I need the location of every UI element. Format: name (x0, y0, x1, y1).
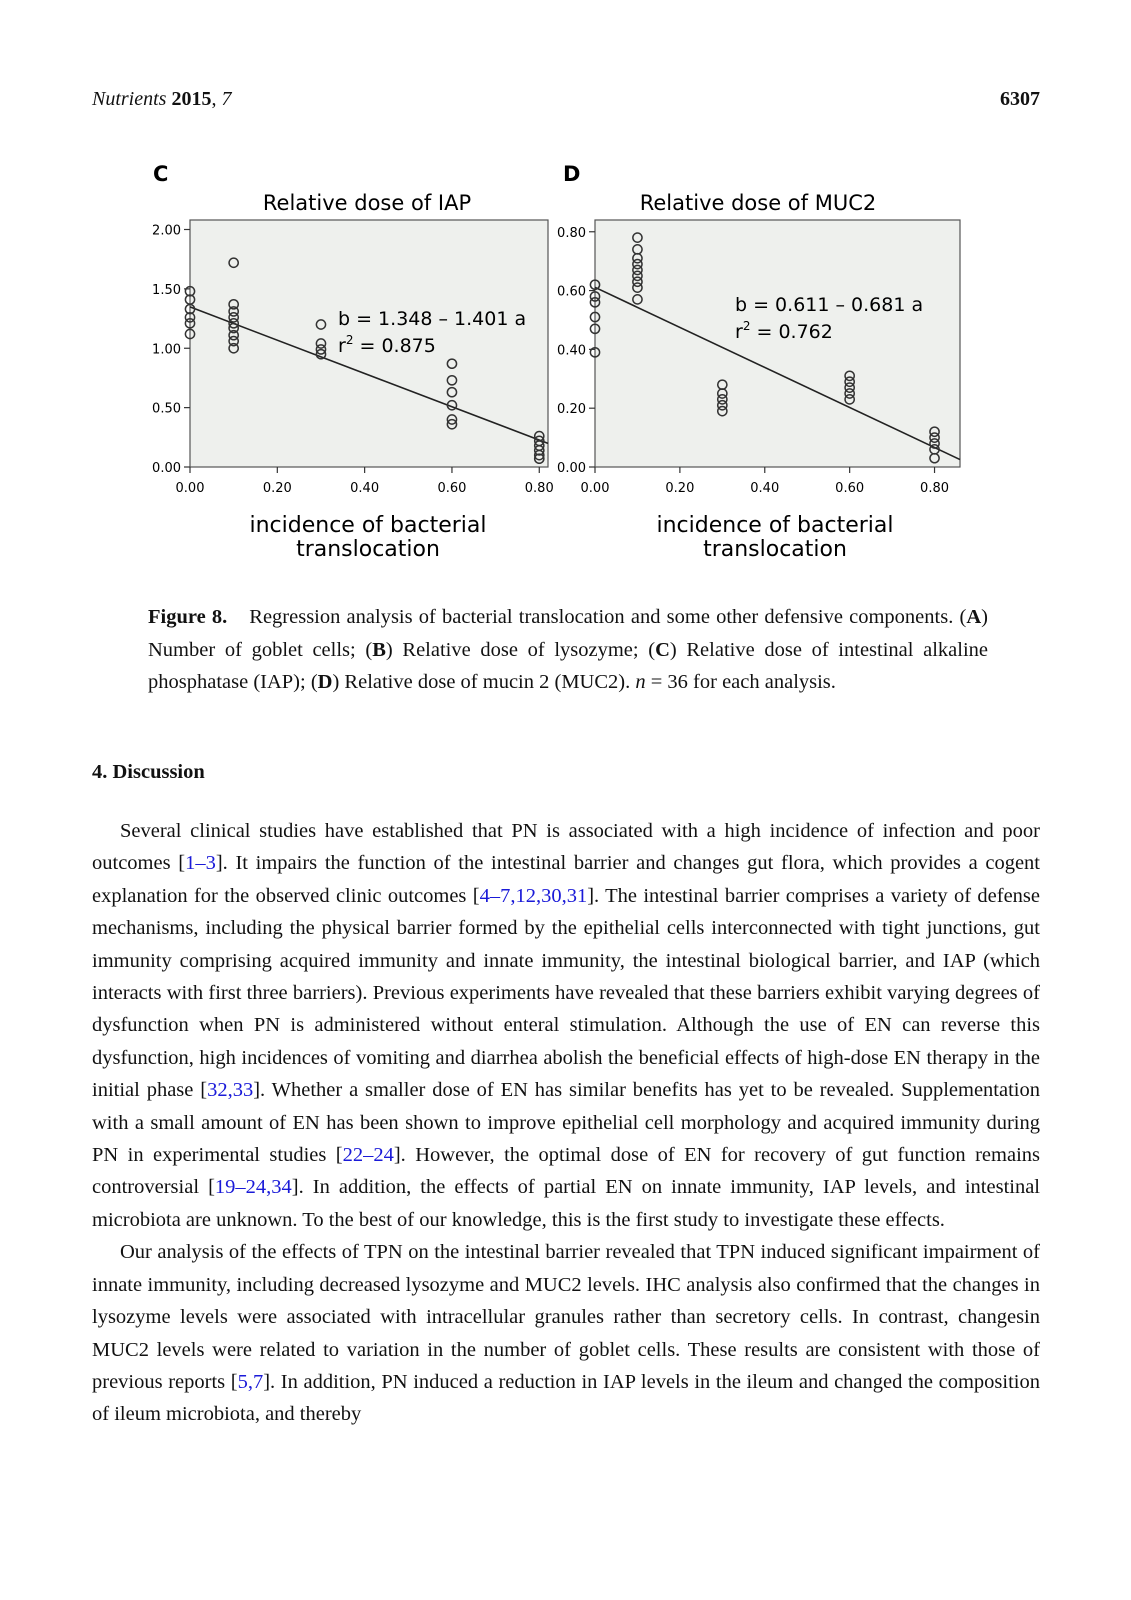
panel-d-equation: b = 0.611 – 0.681 a (735, 294, 924, 316)
p1-text-1: Several clinical studies have established that PN is associated with a high incidence of infection and poor outcomes [ (92, 820, 1040, 875)
panel-d-r2-sup: 2 (742, 319, 751, 333)
caption-panel-d: D (317, 671, 333, 693)
panel-d-ytick-label: 0.40 (557, 343, 586, 359)
caption-text-6: = 36 for each analysis. (645, 671, 836, 693)
panel-c-ytick-label: 0.00 (152, 461, 181, 476)
panel-d-ytick-label: 0.80 (557, 225, 586, 241)
citation-link[interactable]: 1–3 (185, 852, 216, 875)
caption-n: n (635, 671, 646, 693)
panel-d-xtick-label: 0.80 (920, 481, 950, 496)
panel-c-xlabel-line2: translocation (296, 537, 440, 562)
panel-d-xtick-label: 0.40 (750, 481, 780, 496)
p1-text-2: ]. It impairs the function of the intestinal barrier and changes gut flora, which provides a cogent explanation for the observed clinic outcomes [ (92, 852, 1040, 907)
citation-link[interactable]: 19–24,34 (214, 1176, 292, 1199)
figure-8 (135, 155, 995, 575)
paragraph-1 (92, 815, 1040, 1236)
caption-text-5: ) Relative dose of mucin 2 (MUC2). (332, 671, 636, 693)
panel-c-ytick-label: 1.00 (152, 342, 181, 358)
panel-c-label: C (153, 162, 169, 186)
panel-d-xlabel-line1: incidence of bacterial (656, 513, 894, 538)
p1-text-3: ]. The intestinal barrier comprises a variety of defense mechanisms, including the physical barrier formed by the epithelial cells interconnected with tight junctions, gut immunity comprising acquired immunity and innate immunity, the intestinal biological barrier, and IAP (which interacts with first three barriers). Previous experiments have revealed that these barriers exhibit varying degrees of dysfunction when PN is administered without enteral stimulation. Although the use of EN can reverse this dysfunction, high incidences of vomiting and diarrhea abolish the beneficial effects of high-dose EN therapy in the initial phase [ (92, 884, 1040, 1102)
caption-panel-a: A (966, 606, 982, 628)
panel-c (152, 162, 554, 562)
panel-d-xlabel-line2: translocation (703, 537, 847, 562)
citation-link[interactable]: 5,7 (237, 1370, 264, 1393)
panel-d-xtick-label: 0.00 (580, 481, 610, 496)
panel-d-xtick-label: 0.20 (665, 481, 695, 496)
citation-link[interactable]: 4–7,12,30,31 (479, 884, 588, 907)
p2-text-2: ]. In addition, PN induced a reduction in IAP levels in the ileum and changed the composition of ileum microbiota, and thereby (92, 1370, 1040, 1426)
panel-d-ytick-label: 0.20 (557, 402, 586, 418)
citation-link[interactable]: 22–24 (342, 1144, 394, 1167)
p1-text-5: ]. However, the optimal dose of EN for recovery of gut function remains controversial [ (92, 1144, 1040, 1199)
figure-caption (148, 601, 988, 699)
panel-c-xtick-label: 0.40 (350, 481, 380, 496)
discussion-body (92, 815, 1040, 1431)
panel-d-label: D (563, 162, 581, 186)
panel-c-r2-value: = 0.875 (353, 335, 436, 357)
panel-c-ytick-label: 2.00 (152, 223, 181, 239)
panel-d-title: Relative dose of MUC2 (639, 191, 877, 215)
figure-label: Figure 8. (148, 606, 228, 628)
panel-c-xtick-label: 0.20 (262, 481, 292, 496)
journal-name: Nutrients (92, 88, 167, 110)
panel-c-r2 (338, 333, 436, 357)
running-head (92, 88, 1040, 118)
panel-c-xtick-label: 0.80 (524, 481, 554, 496)
journal-volume: 7 (221, 88, 232, 110)
citation-link[interactable]: 32,33 (207, 1079, 254, 1102)
journal-year: 2015 (171, 88, 212, 110)
panel-d-r2-value: = 0.762 (750, 321, 833, 343)
panel-d-r2-label: r (735, 321, 743, 343)
paragraph-2 (92, 1236, 1040, 1430)
panel-d (557, 162, 960, 562)
caption-panel-c: C (655, 638, 670, 661)
panel-c-xtick-label: 0.60 (437, 481, 467, 496)
panel-c-xtick-label: 0.00 (175, 481, 205, 496)
panel-c-ytick-label: 1.50 (152, 282, 181, 298)
page-number: 6307 (1000, 88, 1040, 110)
p1-text-4: ]. Whether a smaller dose of EN has similar benefits has yet to be revealed. Supplementation with a small amount of EN has been shown to improve epithelial cell morphology and acquired immunity during PN in experimental studies [ (92, 1079, 1040, 1167)
p2-text-1: Our analysis of the effects of TPN on the intestinal barrier revealed that TPN induced significant impairment of innate immunity, including decreased lysozyme and MUC2 levels. IHC analysis also confirmed that the changes in lysozyme levels were associated with intracellular granules rather than secretory cells. In contrast, changesin MUC2 levels were related to variation in the number of goblet cells. These results are consistent with those of previous reports [ (92, 1241, 1040, 1393)
section-heading: 4. Discussion (92, 761, 205, 783)
caption-text-2: ) Number of goblet cells; ( (148, 606, 988, 661)
caption-panel-b: B (372, 638, 386, 661)
p1-text-6: ]. In addition, the effects of partial EN on innate immunity, IAP levels, and intestinal microbiota are unknown. To the best of our knowledge, this is the first study to investigate these effects. (92, 1176, 1041, 1231)
panel-d-r2 (735, 319, 833, 343)
panel-c-r2-label: r (338, 335, 346, 357)
caption-text-4: ) Relative dose of intestinal alkaline phosphatase (IAP); ( (148, 638, 988, 693)
panel-d-plot-area (595, 220, 960, 467)
panel-d-xtick-label: 0.60 (835, 481, 865, 496)
panel-c-xlabel-line1: incidence of bacterial (249, 513, 487, 538)
panel-c-equation: b = 1.348 – 1.401 a (338, 308, 527, 330)
panel-d-ytick-label: 0.00 (557, 461, 586, 476)
panel-d-ytick-label: 0.60 (557, 284, 586, 300)
journal-citation: Nutrients 2015, 7 (92, 88, 232, 110)
panel-c-title: Relative dose of IAP (262, 191, 472, 215)
caption-text-3: ) Relative dose of lysozyme; ( (385, 638, 656, 661)
figure-8-charts (135, 155, 995, 575)
panel-c-ytick-label: 0.50 (152, 401, 181, 417)
caption-text-1: Regression analysis of bacterial translocation and some other defensive components. ( (249, 606, 967, 628)
panel-c-r2-sup: 2 (345, 333, 354, 347)
